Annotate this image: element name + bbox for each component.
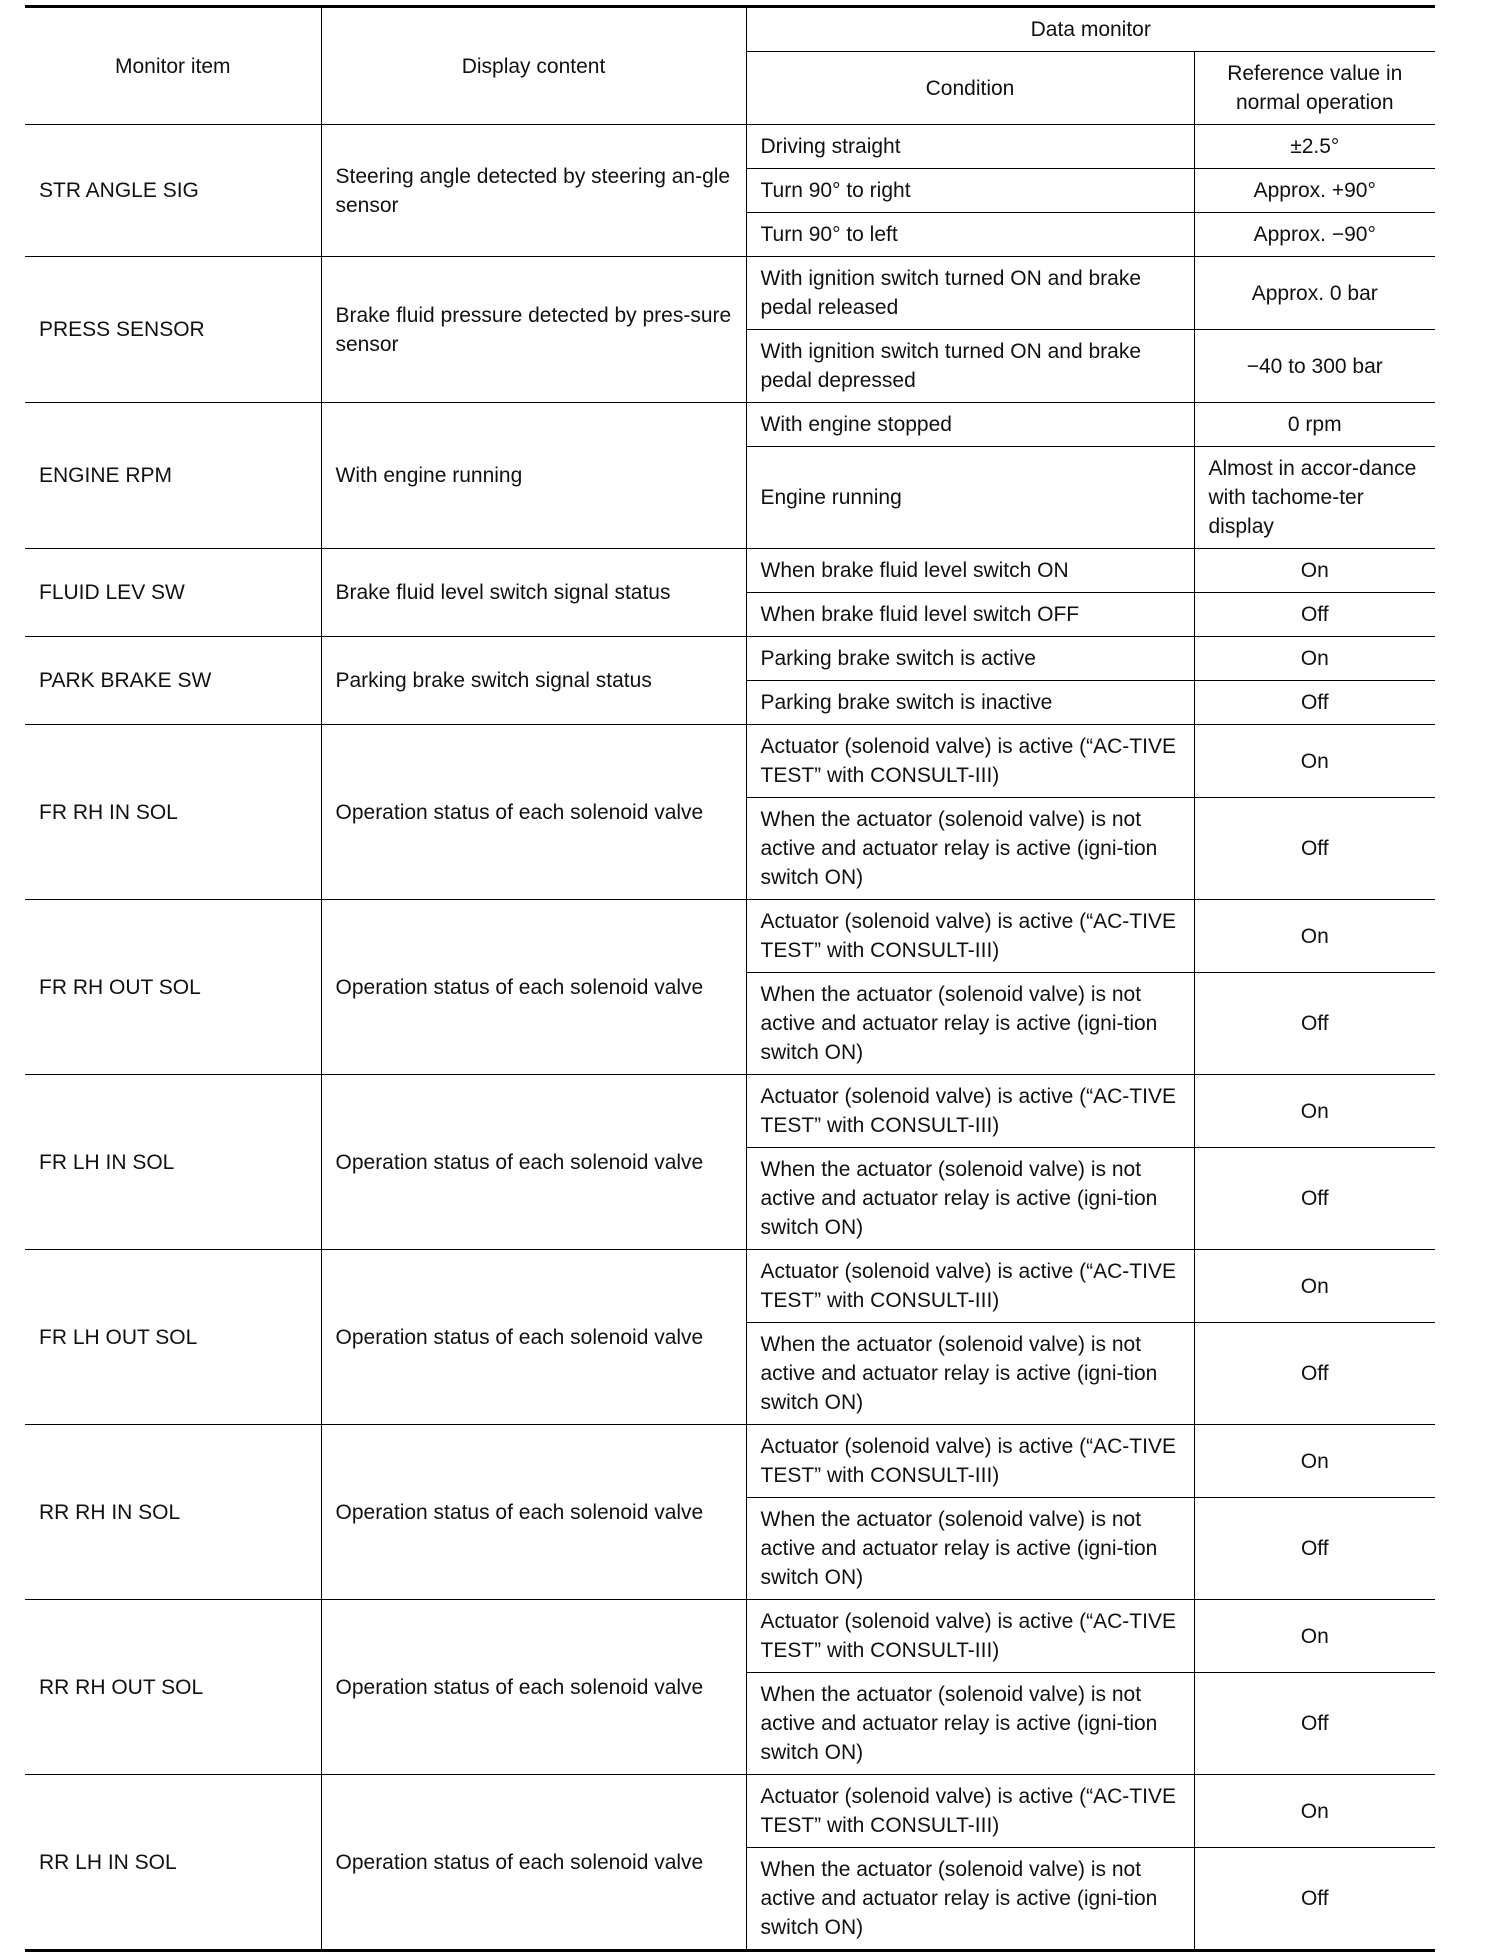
monitor-item-cell: RR RH OUT SOL <box>25 1600 321 1775</box>
reference-value-cell: Off <box>1194 1848 1435 1951</box>
condition-cell: Actuator (solenoid valve) is active (“AC-TIVE TEST” with CONSULT-III) <box>746 1250 1194 1323</box>
display-content-cell: Operation status of each solenoid valve <box>321 1250 746 1425</box>
display-content-cell: Operation status of each solenoid valve <box>321 900 746 1075</box>
reference-value-cell: On <box>1194 1075 1435 1148</box>
reference-value-cell: Off <box>1194 681 1435 725</box>
reference-value-cell: 0 rpm <box>1194 403 1435 447</box>
display-content-cell: With engine running <box>321 403 746 549</box>
monitor-item-cell: PRESS SENSOR <box>25 257 321 403</box>
condition-cell: When the actuator (solenoid valve) is not active and actuator relay is active (igni-tion switch ON) <box>746 1323 1194 1425</box>
header-data-monitor: Data monitor <box>746 7 1435 52</box>
condition-cell: When the actuator (solenoid valve) is not active and actuator relay is active (igni-tion switch ON) <box>746 798 1194 900</box>
header-monitor-item: Monitor item <box>25 7 321 125</box>
condition-cell: Actuator (solenoid valve) is active (“AC-TIVE TEST” with CONSULT-III) <box>746 1075 1194 1148</box>
reference-value-cell: Off <box>1194 973 1435 1075</box>
reference-value-cell: −40 to 300 bar <box>1194 330 1435 403</box>
table-row <box>25 1600 1435 1673</box>
table-row <box>25 725 1435 798</box>
display-content-cell: Operation status of each solenoid valve <box>321 1775 746 1951</box>
condition-cell: With ignition switch turned ON and brake pedal released <box>746 257 1194 330</box>
monitor-item-cell: FR LH OUT SOL <box>25 1250 321 1425</box>
table-row <box>25 403 1435 447</box>
monitor-item-cell: FR RH IN SOL <box>25 725 321 900</box>
display-content-cell: Operation status of each solenoid valve <box>321 1600 746 1775</box>
condition-cell: Actuator (solenoid valve) is active (“AC-TIVE TEST” with CONSULT-III) <box>746 1775 1194 1848</box>
reference-value-cell: Approx. +90° <box>1194 169 1435 213</box>
monitor-item-cell: PARK BRAKE SW <box>25 637 321 725</box>
header-display-content: Display content <box>321 7 746 125</box>
reference-value-cell: Off <box>1194 798 1435 900</box>
table-header <box>25 7 1435 125</box>
monitor-item-cell: STR ANGLE SIG <box>25 125 321 257</box>
table-row <box>25 1775 1435 1848</box>
condition-cell: When brake fluid level switch ON <box>746 549 1194 593</box>
table-row <box>25 257 1435 330</box>
reference-value-cell: Off <box>1194 593 1435 637</box>
condition-cell: When the actuator (solenoid valve) is not active and actuator relay is active (igni-tion switch ON) <box>746 973 1194 1075</box>
reference-value-cell: On <box>1194 549 1435 593</box>
monitor-item-cell: FLUID LEV SW <box>25 549 321 637</box>
condition-cell: Driving straight <box>746 125 1194 169</box>
reference-value-cell: Almost in accor-dance with tachome-ter display <box>1194 447 1435 549</box>
condition-cell: When the actuator (solenoid valve) is not active and actuator relay is active (igni-tion switch ON) <box>746 1848 1194 1951</box>
condition-cell: Turn 90° to left <box>746 213 1194 257</box>
condition-cell: Actuator (solenoid valve) is active (“AC-TIVE TEST” with CONSULT-III) <box>746 725 1194 798</box>
display-content-cell: Steering angle detected by steering an-gle sensor <box>321 125 746 257</box>
condition-cell: Turn 90° to right <box>746 169 1194 213</box>
reference-value-cell: Off <box>1194 1498 1435 1600</box>
condition-cell: Engine running <box>746 447 1194 549</box>
condition-cell: When brake fluid level switch OFF <box>746 593 1194 637</box>
table-row <box>25 549 1435 593</box>
condition-cell: With engine stopped <box>746 403 1194 447</box>
monitor-item-cell: ENGINE RPM <box>25 403 321 549</box>
data-monitor-table <box>25 5 1435 1952</box>
display-content-cell: Parking brake switch signal status <box>321 637 746 725</box>
reference-value-cell: ±2.5° <box>1194 125 1435 169</box>
monitor-item-cell: RR RH IN SOL <box>25 1425 321 1600</box>
reference-value-cell: On <box>1194 637 1435 681</box>
table-row <box>25 637 1435 681</box>
monitor-item-cell: FR LH IN SOL <box>25 1075 321 1250</box>
header-condition: Condition <box>746 52 1194 125</box>
table-row <box>25 1250 1435 1323</box>
table-row <box>25 900 1435 973</box>
reference-value-cell: On <box>1194 1600 1435 1673</box>
monitor-item-cell: FR RH OUT SOL <box>25 900 321 1075</box>
reference-value-cell: On <box>1194 1250 1435 1323</box>
reference-value-cell: On <box>1194 1775 1435 1848</box>
reference-value-cell: Approx. 0 bar <box>1194 257 1435 330</box>
reference-value-cell: On <box>1194 1425 1435 1498</box>
condition-cell: Actuator (solenoid valve) is active (“AC-TIVE TEST” with CONSULT-III) <box>746 900 1194 973</box>
reference-value-cell: Approx. −90° <box>1194 213 1435 257</box>
reference-value-cell: Off <box>1194 1673 1435 1775</box>
display-content-cell: Operation status of each solenoid valve <box>321 1075 746 1250</box>
table-body <box>25 125 1435 1951</box>
display-content-cell: Brake fluid level switch signal status <box>321 549 746 637</box>
condition-cell: When the actuator (solenoid valve) is not active and actuator relay is active (igni-tion switch ON) <box>746 1148 1194 1250</box>
condition-cell: Parking brake switch is active <box>746 637 1194 681</box>
table-row <box>25 1075 1435 1148</box>
table-row <box>25 125 1435 169</box>
table-row <box>25 1425 1435 1498</box>
monitor-item-cell: RR LH IN SOL <box>25 1775 321 1951</box>
condition-cell: When the actuator (solenoid valve) is not active and actuator relay is active (igni-tion switch ON) <box>746 1498 1194 1600</box>
display-content-cell: Brake fluid pressure detected by pres-sure sensor <box>321 257 746 403</box>
display-content-cell: Operation status of each solenoid valve <box>321 1425 746 1600</box>
condition-cell: Actuator (solenoid valve) is active (“AC-TIVE TEST” with CONSULT-III) <box>746 1600 1194 1673</box>
reference-value-cell: On <box>1194 900 1435 973</box>
condition-cell: Parking brake switch is inactive <box>746 681 1194 725</box>
display-content-cell: Operation status of each solenoid valve <box>321 725 746 900</box>
reference-value-cell: Off <box>1194 1148 1435 1250</box>
condition-cell: Actuator (solenoid valve) is active (“AC-TIVE TEST” with CONSULT-III) <box>746 1425 1194 1498</box>
condition-cell: With ignition switch turned ON and brake pedal depressed <box>746 330 1194 403</box>
reference-value-cell: On <box>1194 725 1435 798</box>
header-reference-value: Reference value in normal operation <box>1194 52 1435 125</box>
reference-value-cell: Off <box>1194 1323 1435 1425</box>
condition-cell: When the actuator (solenoid valve) is not active and actuator relay is active (igni-tion switch ON) <box>746 1673 1194 1775</box>
